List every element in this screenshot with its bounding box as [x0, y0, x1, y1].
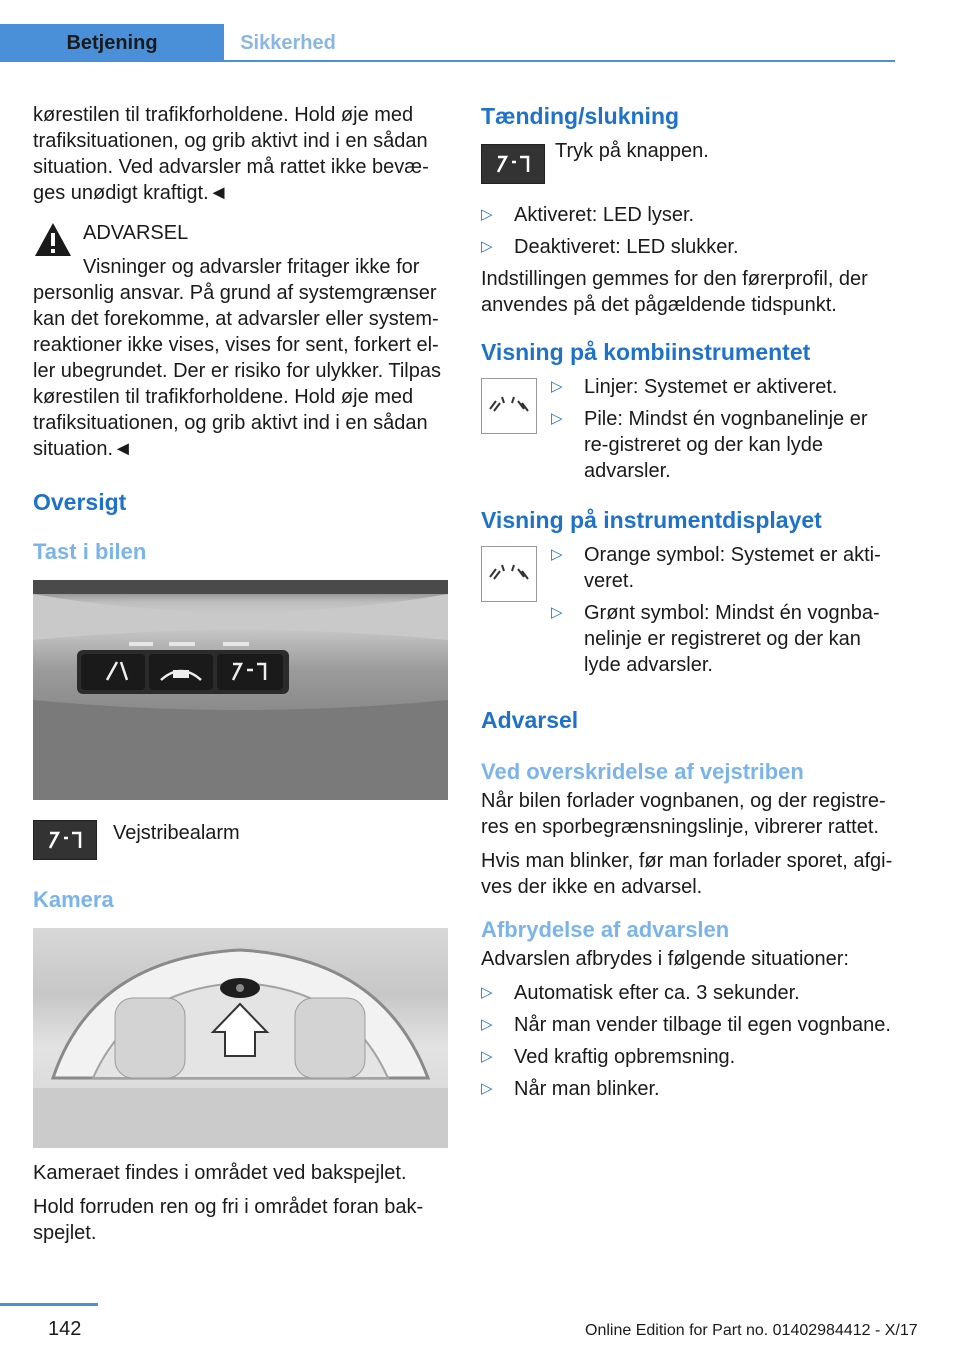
footer-rule: [0, 1303, 98, 1306]
bullet-icon: ▷: [551, 410, 563, 427]
bullet-icon: ▷: [551, 378, 563, 395]
afbrydelse-list: [481, 980, 895, 1102]
list-item: ▷ Ved kraftig opbremsning.: [481, 1046, 736, 1068]
lane-indicator-icon: [481, 378, 537, 434]
intro-paragraph: kørestilen til trafikforholdene. Hold øje med trafiksituationen, og grib aktivt ind i en sådan situation. Ved advarsler må rattet ikke bevæ-ges unødigt kraftigt.◄: [33, 104, 429, 204]
heading-tast: Tast i bilen: [33, 539, 147, 564]
lane-departure-icon: [481, 144, 545, 184]
press-instruction: [481, 138, 895, 188]
page-number: 142: [48, 1318, 82, 1340]
heading-kamera: Kamera: [33, 887, 114, 912]
onoff-list: [481, 202, 895, 260]
blinker-text: Hvis man blinker, før man forlader sporet, afgi-ves der ikke en advarsel.: [481, 850, 893, 898]
bullet-icon: ▷: [481, 1048, 493, 1065]
warning-triangle-icon: [33, 220, 73, 260]
camera-illustration: [33, 928, 448, 1148]
left-column: [33, 102, 448, 1246]
list-item: ▷ Pile: Mindst én vognbanelinje er re-gistreret og der kan lyde advarsler.: [551, 408, 868, 482]
afbrydelse-text: Advarslen afbrydes i følgende situationer:: [481, 948, 849, 970]
camera-clean-text: Hold forruden ren og fri i området foran bak-spejlet.: [33, 1196, 424, 1244]
tab-betjening[interactable]: Betjening: [0, 24, 224, 62]
button-label: Vejstribealarm: [113, 822, 240, 844]
chapter-tabs: [0, 24, 895, 62]
heading-oversigt: Oversigt: [33, 489, 127, 515]
list-item: ▷ Automatisk efter ca. 3 sekunder.: [481, 982, 800, 1004]
list-item: ▷ Når man blinker.: [481, 1078, 660, 1100]
button-panel-photo: [33, 580, 448, 800]
heading-overskridelse: Ved overskridelse af vejstriben: [481, 759, 804, 784]
warning-title: ADVARSEL: [83, 222, 189, 244]
bullet-icon: ▷: [481, 206, 493, 223]
camera-photo: [33, 928, 448, 1148]
bullet-icon: ▷: [481, 984, 493, 1001]
list-item: ▷ Aktiveret: LED lyser.: [481, 204, 695, 226]
edition-text: Online Edition for Part no. 01402984412 - X/17: [585, 1322, 918, 1339]
heading-instrument: Visning på instrumentdisplayet: [481, 507, 822, 533]
bullet-icon: ▷: [481, 1016, 493, 1033]
kombi-row: [481, 374, 895, 484]
camera-location-text: Kameraet findes i området ved bakspejlet.: [33, 1162, 407, 1184]
list-item: ▷ Grønt symbol: Mindst én vognba-nelinje er registreret og der kan lyde advarsler.: [551, 602, 880, 676]
overskridelse-text: Når bilen forlader vognbanen, og der registre-res en sporbegrænsningslinje, vibrerer rattet.: [481, 790, 886, 838]
instrument-row: [481, 542, 895, 678]
lane-indicator-icon: [481, 546, 537, 602]
heading-kombi: Visning på kombiinstrumentet: [481, 339, 811, 365]
button-legend: [33, 818, 448, 862]
lane-departure-icon: [33, 820, 97, 860]
list-item: ▷ Deaktiveret: LED slukker.: [481, 236, 739, 258]
bullet-icon: ▷: [481, 238, 493, 255]
list-item: ▷ Orange symbol: Systemet er akti-veret.: [551, 544, 881, 592]
heading-taending: Tænding/slukning: [481, 103, 680, 129]
heading-afbrydelse: Afbrydelse af advarslen: [481, 917, 730, 942]
bullet-icon: ▷: [551, 546, 563, 563]
button-panel-illustration: [33, 580, 448, 800]
list-item: ▷ Når man vender tilbage til egen vognbane.: [481, 1014, 891, 1036]
saved-text: Indstillingen gemmes for den førerprofil, der anvendes på det pågældende tidspunkt.: [481, 268, 868, 316]
list-item: ▷ Linjer: Systemet er aktiveret.: [551, 376, 838, 398]
bullet-icon: ▷: [481, 1080, 493, 1097]
press-text: Tryk på knappen.: [555, 140, 709, 162]
right-column: [481, 102, 895, 1108]
tab-sikkerhed[interactable]: Sikkerhed: [240, 32, 336, 54]
warning-block: [33, 220, 448, 462]
bullet-icon: ▷: [551, 604, 563, 621]
warning-text: Visninger og advarsler fritager ikke for personlig ansvar. På grund af systemgrænser kan det forekomme, at advarsler eller system-reaktioner ikke vises, vises for sent, forkert el-ler ubegrundet. Der er risiko for ulykker. Tilpas kørestilen til trafikforholdene. Hold øje med trafiksituationen, og grib aktivt ind i en sådan situation.◄: [33, 256, 441, 460]
heading-advarsel: Advarsel: [481, 707, 579, 733]
